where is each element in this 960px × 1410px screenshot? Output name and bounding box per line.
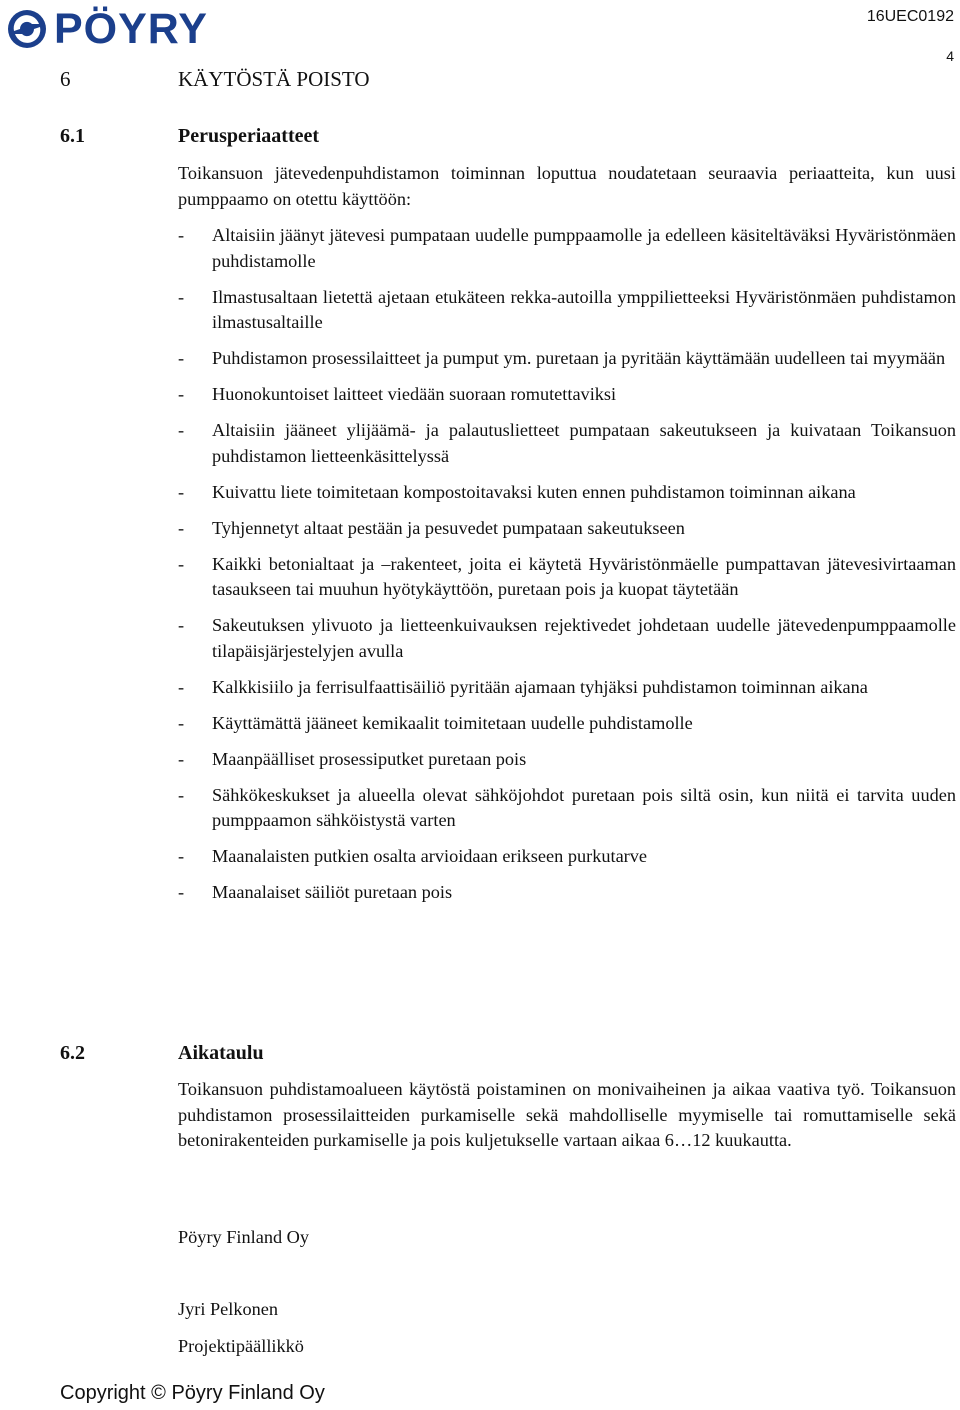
list-item: - Kaikki betonialtaat ja –rakenteet, joita ei käytetä Hyväristönmäelle pumpattavan jätevesivirtaaman tasaukseen tai muuhun hyötykäyttöön, puretaan pois ja kuopat täytetään — [178, 553, 956, 599]
page-number: 4 — [946, 48, 954, 64]
list-item: - Ilmastusaltaan lietettä ajetaan etukäteen rekka-autoilla ymppilietteeksi Hyväristönmäen puhdistamon ilmastusaltaille — [178, 286, 956, 332]
list-item: - Käyttämättä jääneet kemikaalit toimitetaan uudelle puhdistamolle — [178, 712, 693, 733]
section-number: 6.1 — [60, 125, 85, 147]
footer-copyright: Copyright © Pöyry Finland Oy — [60, 1382, 325, 1404]
list-item: - Huonokuntoiset laitteet viedään suoraan romutettaviksi — [178, 384, 617, 404]
section-number: 6.2 — [60, 1042, 85, 1064]
list-item: - Maanalaisten putkien osalta arvioidaan erikseen purkutarve — [178, 846, 648, 866]
document-code: 16UEC0192 — [866, 8, 954, 25]
list-item: - Kuivattu liete toimitetaan kompostoitavaksi kuten ennen puhdistamon toiminnan aikana — [178, 481, 856, 502]
list-item: - Altaisiin jääneet ylijäämä- ja palautuslietteet pumpataan sakeutukseen ja kuivataan Toikansuon puhdistamon lietteenkäsittelyssä — [178, 420, 956, 466]
chapter-heading — [60, 66, 370, 92]
signature-name: Jyri Pelkonen — [178, 1299, 279, 1319]
chapter-number: 6 — [60, 67, 71, 91]
section-title: Perusperiaatteet — [178, 125, 320, 147]
logo-wordmark: PÖYRY — [54, 5, 208, 53]
company-logo — [6, 6, 208, 52]
list-item: - Tyhjennetyt altaat pestään ja pesuvedet pumpataan sakeutukseen — [178, 517, 685, 538]
section-heading-6-2 — [60, 1041, 264, 1065]
section-heading-6-1 — [60, 124, 319, 148]
signature-company: Pöyry Finland Oy — [178, 1227, 310, 1247]
list-item: - Sähkökeskukset ja alueella olevat sähköjohdot puretaan pois siltä osin, kun niitä ei tarvita uuden pumppaamon sähköistystä varten — [178, 784, 956, 830]
signature-role: Projektipäällikkö — [178, 1336, 304, 1356]
section-6-1-body — [178, 161, 956, 916]
list-item: - Sakeutuksen ylivuoto ja lietteenkuivauksen rejektivedet johdetaan uudelle jätevedenpumppaamolle tilapäisjärjestelyjen avulla — [178, 615, 956, 661]
section-6-2-body — [178, 1077, 956, 1154]
list-item: - Kalkkisiilo ja ferrisulfaattisäiliö pyritään ajamaan tyhjäksi puhdistamon toiminnan aikana — [178, 676, 868, 697]
principles-list — [178, 223, 956, 906]
list-item: - Puhdistamon prosessilaitteet ja pumput ym. puretaan ja pyritään käyttämään uudelleen tai myymään — [178, 348, 946, 368]
section-title: Aikataulu — [178, 1042, 264, 1064]
list-item: - Altaisiin jäänyt jätevesi pumpataan uudelle pumppaamolle ja edelleen käsiteltäväksi Hyväristönmäen puhdistamolle — [178, 225, 956, 271]
poyry-emblem-icon — [6, 8, 48, 50]
chapter-title: KÄYTÖSTÄ POISTO — [178, 67, 370, 91]
list-item: - Maanalaiset säiliöt puretaan pois — [178, 882, 453, 902]
schedule-paragraph: Toikansuon puhdistamoalueen käytöstä poistaminen on monivaiheinen ja aikaa vaativa työ. Toikansuon puhdistamon prosessilaitteiden purkamiselle sekä mahdolliselle myymiselle tai romuttamiselle sekä betonirakenteiden purkamiselle ja pois kuljetukselle vartaan aikaa 6…12 kuukautta. — [178, 1079, 956, 1150]
intro-paragraph: Toikansuon jätevedenpuhdistamon toiminnan loputtua noudatetaan seuraavia periaatteita, kun uusi pumppaamo on otettu käyttöön: — [178, 163, 956, 209]
list-item: - Maanpäälliset prosessiputket puretaan pois — [178, 748, 527, 769]
